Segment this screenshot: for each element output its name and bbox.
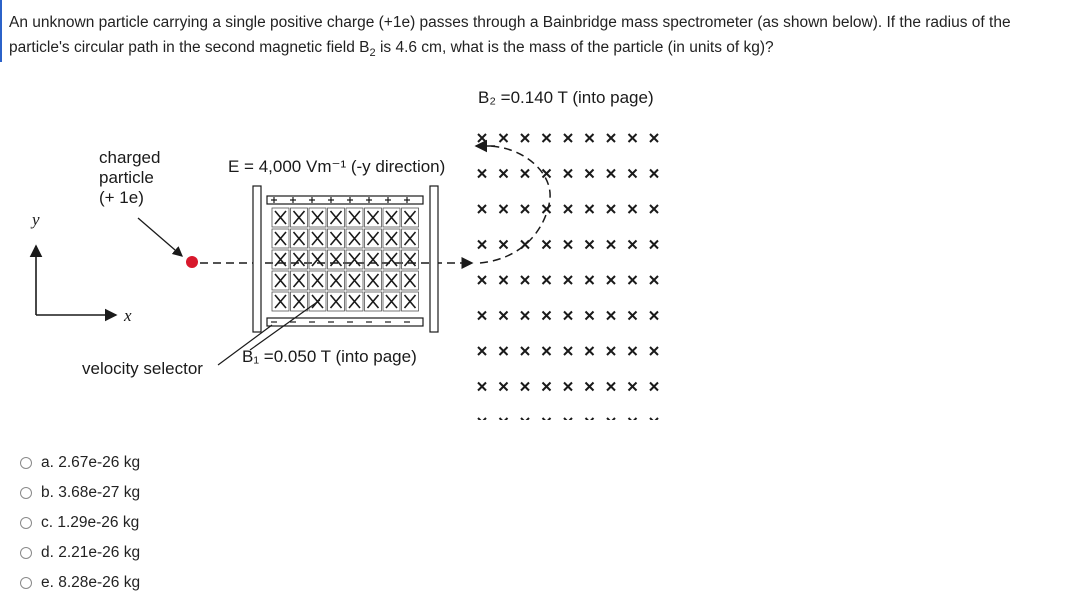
b2-field-cross [478,312,486,320]
b2-field-cross [650,276,658,284]
b1-field-cross [312,274,323,287]
b2-field-cross [629,205,637,213]
b2-field-cross [500,312,508,320]
particle-label-line-3: (+ 1e) [99,188,144,207]
b2-field-cross [607,241,615,249]
question-box [0,0,1080,62]
b2-label: B₂ =0.140 T (into page) [478,88,654,107]
answer-option-b[interactable] [20,478,140,508]
b1-field-cross [405,232,416,245]
b1-field-cross [405,274,416,287]
answer-label: e. 8.28e-26 kg [41,574,141,591]
particle-label-line-1: charged [99,148,161,167]
b1-field-cross [386,274,397,287]
answer-options [20,448,140,598]
answer-option-c[interactable] [20,508,140,538]
b2-field-cross [543,170,551,178]
b2-field-cross [629,170,637,178]
b2-field-cross [521,347,529,355]
b1-field-cross [386,295,397,308]
b2-field-cross [521,276,529,284]
b2-field-cross [650,170,658,178]
b1-field-cross [275,211,286,224]
answer-label: a. 2.67e-26 kg [41,454,141,471]
b2-field-cross [629,383,637,391]
b2-field-cross [650,312,658,320]
b2-field-cross [586,383,594,391]
b1-field-cross [368,211,379,224]
b1-field-cross [405,295,416,308]
question-line-1: An unknown particle carrying a single positive charge (+1e) passes through a Bainbridge mass spectrometer (as shown below). If the radius of the [9,14,1011,31]
b1-field-cross [275,253,286,266]
b2-field-cross [564,205,572,213]
b1-field-cross [386,211,397,224]
b2-field-cross [607,170,615,178]
radio-icon[interactable] [20,457,32,469]
b1-field-cross [349,232,360,245]
b2-field-cross [500,170,508,178]
b1-field-cross [331,253,342,266]
b2-field-cross [607,418,615,420]
right-slit-plate [430,186,438,332]
question-text [9,10,1079,66]
b2-field-cross [586,418,594,420]
b2-field-cross [521,134,529,142]
b2-field-cross [564,383,572,391]
b2-field-cross [629,276,637,284]
b2-field-cross [586,312,594,320]
b1-field-cross [294,295,305,308]
b2-field-cross [607,347,615,355]
b2-field-cross [564,276,572,284]
b1-field-cross [312,211,323,224]
b2-field-cross [564,312,572,320]
answer-option-d[interactable] [20,538,140,568]
b2-field-cross [650,241,658,249]
particle-label-line-2: particle [99,168,154,187]
b2-field-cross [650,383,658,391]
b2-field-cross [607,205,615,213]
b1-field-cross [275,274,286,287]
b2-field-cross [629,347,637,355]
b2-field-cross [500,205,508,213]
b2-field-cross [478,383,486,391]
e-field-label: E = 4,000 Vm⁻¹ (-y direction) [228,157,446,176]
b2-field-cross [543,383,551,391]
b1-field-cross [349,274,360,287]
x-axis-label: x [124,306,132,325]
b2-field-cross [607,312,615,320]
answer-label: d. 2.21e-26 kg [41,544,141,561]
b2-field-cross [500,134,508,142]
particle-path-curved [480,146,550,263]
b1-label: B₁ =0.050 T (into page) [242,347,417,366]
b2-field-cross [629,241,637,249]
b2-field-cross [478,418,486,420]
b1-field-cross [331,295,342,308]
spectrometer-figure [10,70,700,420]
b1-field-cross [331,274,342,287]
b2-field-cross [478,170,486,178]
b1-field-cross [368,295,379,308]
radio-icon[interactable] [20,517,32,529]
b2-field-cross [478,134,486,142]
answer-option-e[interactable] [20,568,140,598]
b1-field-cross [368,253,379,266]
question-line-2-prefix: particle's circular path in the second magnetic field B [9,39,370,56]
b2-field-cross [478,241,486,249]
b2-field-cross [478,205,486,213]
b2-field-cross [586,241,594,249]
b2-field-cross [521,383,529,391]
b2-field-cross [543,134,551,142]
radio-icon[interactable] [20,487,32,499]
b1-field-cross [294,274,305,287]
b1-field-cross [368,232,379,245]
b2-field-cross [543,312,551,320]
b2-field-cross [500,347,508,355]
b2-field-cross [607,383,615,391]
b2-field-cross [500,241,508,249]
b1-field-cross [275,295,286,308]
b2-field-cross [478,276,486,284]
b2-field-cross [521,418,529,420]
b2-field-cross [586,134,594,142]
charged-particle-dot [186,256,198,268]
b2-field-cross [629,312,637,320]
b2-field-cross [607,134,615,142]
b1-field-cross [312,253,323,266]
b2-field-cross [564,170,572,178]
b1-field-cross [349,295,360,308]
b1-field-cross [405,211,416,224]
b1-field-cross [294,232,305,245]
b2-field-cross [650,418,658,420]
b2-field-cross [543,276,551,284]
b2-field-cross [500,383,508,391]
b2-field-cross [564,134,572,142]
b2-field-cross [543,347,551,355]
b1-field-cross [312,232,323,245]
b2-field-cross [650,205,658,213]
answer-option-a[interactable] [20,448,140,478]
velocity-selector-label: velocity selector [82,359,203,378]
b2-field-cross [564,418,572,420]
b1-field-cross [331,232,342,245]
b2-field-cross [521,170,529,178]
b2-field-cross [521,205,529,213]
b1-field-cross [405,253,416,266]
answer-label: c. 1.29e-26 kg [41,514,140,531]
b1-field-cross [331,211,342,224]
particle-pointer [138,218,182,256]
b2-field-cross [586,276,594,284]
b2-field-cross [629,134,637,142]
radio-icon[interactable] [20,547,32,559]
answer-label: b. 3.68e-27 kg [41,484,141,501]
b2-field-cross [564,347,572,355]
b2-field-cross [500,276,508,284]
b2-field-cross [586,205,594,213]
b2-field-cross [500,418,508,420]
y-axis-label: y [32,210,40,229]
b1-field-cross [386,253,397,266]
b2-field-cross [543,241,551,249]
question-line-2-suffix: is 4.6 cm, what is the mass of the particle (in units of kg)? [375,39,774,56]
radio-icon[interactable] [20,577,32,589]
b2-field-cross [607,276,615,284]
b1-field-cross [275,232,286,245]
left-slit-plate [253,186,261,332]
b1-field-cross [349,253,360,266]
b2-field-cross [586,170,594,178]
b1-field-cross [349,211,360,224]
b2-field-cross [478,347,486,355]
question-line-2-sub: 2 [369,47,376,60]
b2-field-cross [650,347,658,355]
b2-field-cross [586,347,594,355]
b1-field-cross [386,232,397,245]
question-line-2 [9,35,1079,66]
b2-field-cross [521,312,529,320]
b1-field-cross [368,274,379,287]
b2-field-cross [650,134,658,142]
b1-field-cross [294,253,305,266]
b2-field-cross [629,418,637,420]
b2-field-cross [543,418,551,420]
b1-field-cross [294,211,305,224]
b2-field-cross [564,241,572,249]
